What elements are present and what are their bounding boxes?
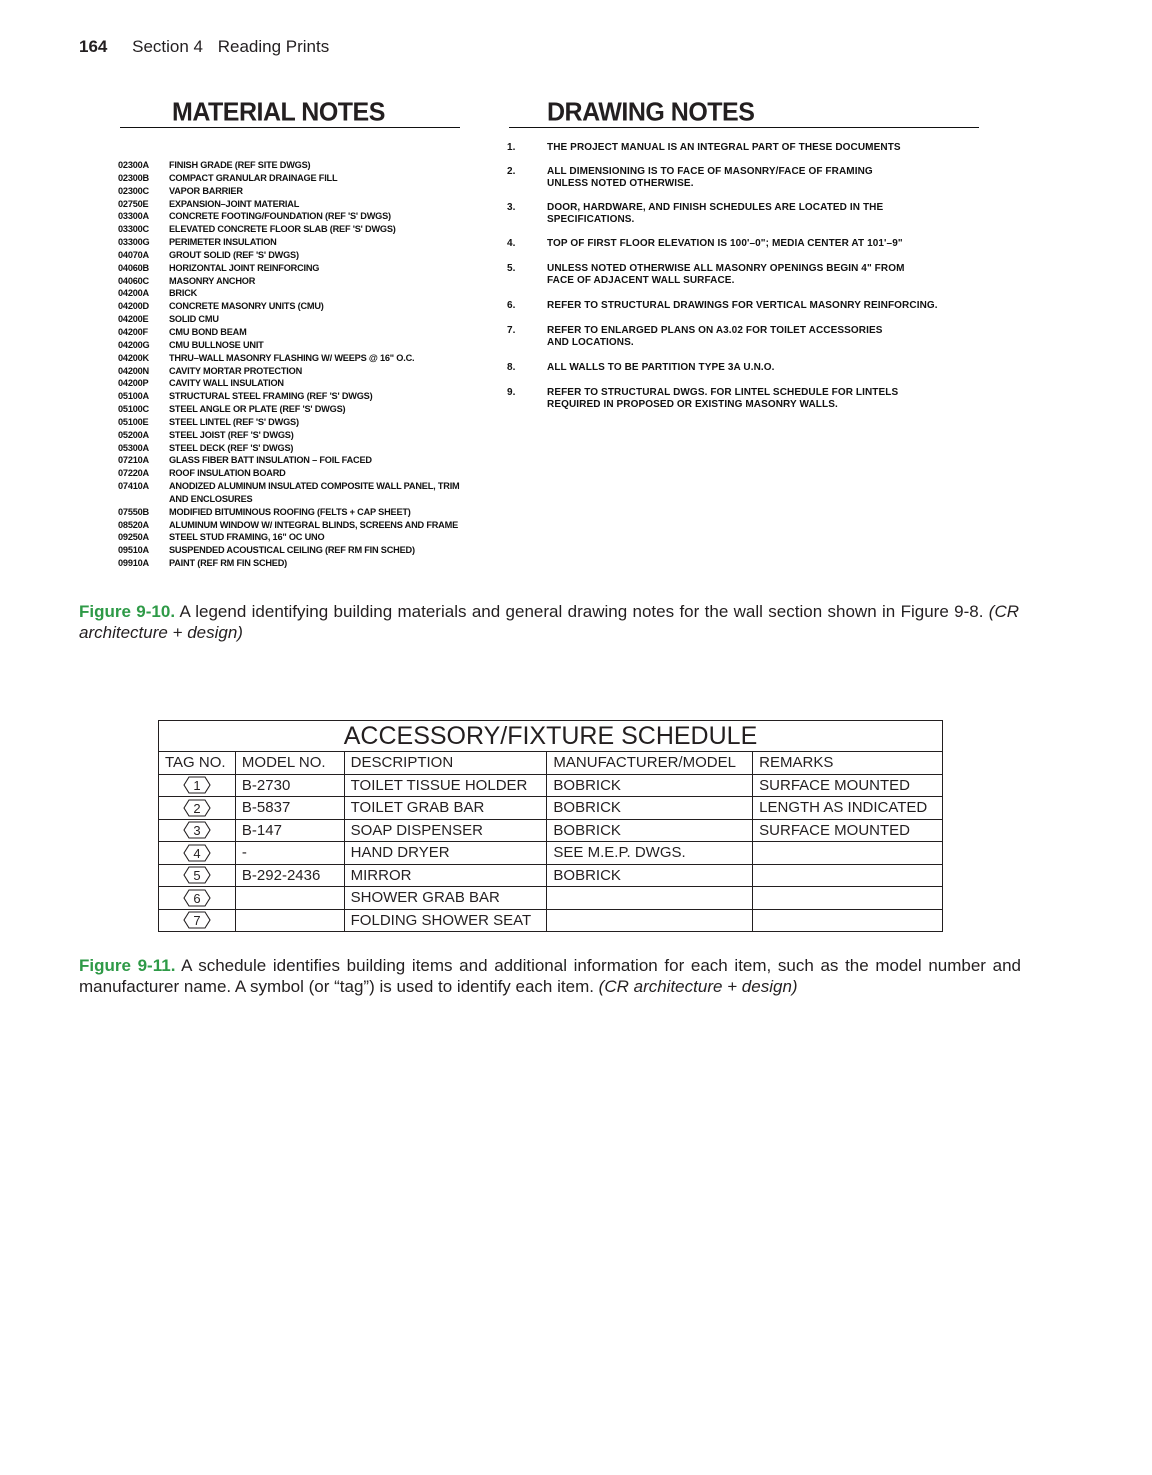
material-description: CAVITY WALL INSULATION <box>169 378 284 389</box>
drawing-note-line: AND LOCATIONS. <box>547 337 634 348</box>
material-description: STEEL ANGLE OR PLATE (REF 'S' DWGS) <box>169 404 346 415</box>
drawing-note-line: REFER TO ENLARGED PLANS ON A3.02 FOR TOILET ACCESSORIES <box>547 325 883 336</box>
caption-credit: (CR architecture + design) <box>79 602 1020 642</box>
manufacturer-cell: BOBRICK <box>547 797 753 820</box>
description-cell: FOLDING SHOWER SEAT <box>344 909 547 932</box>
remarks-cell <box>753 909 943 932</box>
drawing-notes-heading: DRAWING NOTES <box>547 97 755 127</box>
material-note-row <box>118 198 469 211</box>
hexagon-tag-icon <box>183 866 211 884</box>
material-note-row <box>118 313 469 326</box>
column-header: REMARKS <box>753 752 943 775</box>
drawing-note <box>507 387 898 411</box>
schedule-row <box>159 887 943 910</box>
drawing-note-text <box>547 300 938 312</box>
remarks-cell <box>753 887 943 910</box>
drawing-note-number: 4. <box>507 238 516 249</box>
material-code: 03300A <box>118 211 149 222</box>
material-notes-rule <box>120 127 460 128</box>
material-note-row <box>118 390 469 403</box>
drawing-note-text <box>547 263 905 287</box>
manufacturer-cell <box>547 887 753 910</box>
model-number-cell <box>235 909 344 932</box>
drawing-note-line: DOOR, HARDWARE, AND FINISH SCHEDULES ARE LOCATED IN THE <box>547 202 884 213</box>
material-code: 04200N <box>118 365 149 376</box>
material-description: CMU BOND BEAM <box>169 326 247 337</box>
material-code: 03300G <box>118 237 150 248</box>
material-code: 04200K <box>118 352 149 363</box>
material-code: 03300C <box>118 224 149 235</box>
material-code: 07550B <box>118 506 149 517</box>
description-cell: TOILET GRAB BAR <box>344 797 547 820</box>
material-code: 04200P <box>118 378 149 389</box>
material-code: 02300C <box>118 185 149 196</box>
material-code: 04200G <box>118 339 150 350</box>
tag-cell <box>159 797 236 820</box>
material-code: 07210A <box>118 455 149 466</box>
material-description: CAVITY MORTAR PROTECTION <box>169 365 303 376</box>
drawing-note-number: 1. <box>507 142 516 153</box>
material-description: SOLID CMU <box>169 314 219 325</box>
material-code: 05100C <box>118 404 149 415</box>
material-note-row <box>118 275 469 288</box>
drawing-note-line: REFER TO STRUCTURAL DRAWINGS FOR VERTICAL MASONRY REINFORCING. <box>547 300 938 311</box>
manufacturer-cell: SEE M.E.P. DWGS. <box>547 842 753 865</box>
description-cell: SHOWER GRAB BAR <box>344 887 547 910</box>
model-number-cell: B-5837 <box>235 797 344 820</box>
drawing-note-line: REFER TO STRUCTURAL DWGS. FOR LINTEL SCHEDULE FOR LINTELS <box>547 387 899 398</box>
material-note-row <box>118 480 469 506</box>
description-cell: HAND DRYER <box>344 842 547 865</box>
column-header: DESCRIPTION <box>344 752 547 775</box>
tag-cell <box>159 774 236 797</box>
drawing-note <box>507 263 905 287</box>
remarks-cell <box>753 842 943 865</box>
material-code: 07220A <box>118 468 149 479</box>
material-description: VAPOR BARRIER <box>169 185 243 196</box>
drawing-notes-rule <box>509 127 979 128</box>
material-note-row <box>118 352 469 365</box>
material-code: 04200F <box>118 326 148 337</box>
material-note-row <box>118 467 469 480</box>
drawing-note-line: FACE OF ADJACENT WALL SURFACE. <box>547 275 735 286</box>
material-note-row <box>118 429 469 442</box>
model-number-cell: B-147 <box>235 819 344 842</box>
tag-number: 1 <box>193 778 201 794</box>
material-note-row <box>118 519 469 532</box>
drawing-note-text <box>547 387 898 411</box>
caption-text: A schedule identifies building items and additional information for each item, such as the model number and manufacturer name. A symbol (or “tag”) is used to identify each item. <box>79 956 1021 996</box>
column-header: MODEL NO. <box>235 752 344 775</box>
material-note-row <box>118 339 469 352</box>
figure-label: Figure 9-10. <box>79 602 176 621</box>
drawing-note-line: REQUIRED IN PROPOSED OR EXISTING MASONRY WALLS. <box>547 399 838 410</box>
material-description: EXPANSION–JOINT MATERIAL <box>169 198 300 209</box>
material-note-row <box>118 172 469 185</box>
material-note-row <box>118 210 469 223</box>
page-number: 164 <box>79 37 108 56</box>
section-title: Reading Prints <box>217 37 330 56</box>
material-description: HORIZONTAL JOINT REINFORCING <box>169 262 320 273</box>
material-description: ALUMINUM WINDOW W/ INTEGRAL BLINDS, SCREENS AND FRAME <box>169 519 458 530</box>
tag-cell <box>159 909 236 932</box>
hexagon-tag-icon <box>183 799 211 817</box>
material-code: 04200E <box>118 314 149 325</box>
drawing-note-text <box>547 202 883 226</box>
material-code: 09250A <box>118 532 149 543</box>
drawing-note <box>507 166 873 190</box>
schedule-row <box>159 842 943 865</box>
tag-cell <box>159 864 236 887</box>
material-code: 02300A <box>118 160 149 170</box>
material-description: PAINT (REF RM FIN SCHED) <box>169 558 288 569</box>
schedule-row <box>159 819 943 842</box>
drawing-note-line: UNLESS NOTED OTHERWISE ALL MASONRY OPENINGS BEGIN 4" FROM <box>547 263 905 274</box>
material-code: 02300B <box>118 172 149 183</box>
caption-text: A legend identifying building materials and general drawing notes for the wall section shown in Figure 9-8. <box>175 602 989 621</box>
material-code: 04200A <box>118 288 149 299</box>
drawing-note-line: TOP OF FIRST FLOOR ELEVATION IS 100'–0"; MEDIA CENTER AT 101'–9" <box>547 238 903 249</box>
material-description: ANODIZED ALUMINUM INSULATED COMPOSITE WALL PANEL, TRIM AND ENCLOSURES <box>169 481 460 504</box>
hexagon-tag-icon <box>183 776 211 794</box>
model-number-cell: B-2730 <box>235 774 344 797</box>
material-description: CONCRETE FOOTING/FOUNDATION (REF 'S' DWGS) <box>169 211 391 222</box>
drawing-note <box>507 362 775 374</box>
material-code: 04070A <box>118 249 149 260</box>
drawing-note-line: UNLESS NOTED OTHERWISE. <box>547 178 694 189</box>
material-code: 05100A <box>118 391 149 402</box>
manufacturer-cell: BOBRICK <box>547 774 753 797</box>
drawing-note-text <box>547 166 873 190</box>
tag-number: 2 <box>193 800 201 816</box>
figure-9-10-caption <box>79 602 1019 643</box>
material-description: COMPACT GRANULAR DRAINAGE FILL <box>169 172 338 183</box>
caption-credit: (CR architecture + design) <box>598 976 798 996</box>
drawing-note-number: 7. <box>507 325 516 336</box>
schedule-row <box>159 864 943 887</box>
tag-number: 5 <box>193 868 201 884</box>
material-note-row <box>118 300 469 313</box>
material-note-row <box>118 287 469 300</box>
material-code: 05100E <box>118 416 149 427</box>
drawing-note <box>507 238 903 250</box>
material-code: 02750E <box>118 198 149 209</box>
material-description: THRU–WALL MASONRY FLASHING W/ WEEPS @ 16" O.C. <box>169 352 415 363</box>
remarks-cell: SURFACE MOUNTED <box>753 819 943 842</box>
drawing-note-number: 3. <box>507 202 516 213</box>
drawing-note-line: THE PROJECT MANUAL IS AN INTEGRAL PART OF THESE DOCUMENTS <box>547 142 901 153</box>
schedule-row <box>159 774 943 797</box>
drawing-note <box>507 202 883 226</box>
model-number-cell: B-292-2436 <box>235 864 344 887</box>
tag-cell <box>159 819 236 842</box>
manufacturer-cell: BOBRICK <box>547 819 753 842</box>
manufacturer-cell: BOBRICK <box>547 864 753 887</box>
material-description: MODIFIED BITUMINOUS ROOFING (FELTS + CAP SHEET) <box>169 506 411 517</box>
accessory-fixture-schedule <box>158 720 943 932</box>
material-code: 08520A <box>118 519 149 530</box>
figure-9-11-caption <box>79 956 1021 997</box>
material-description: ELEVATED CONCRETE FLOOR SLAB (REF 'S' DWGS) <box>169 224 396 235</box>
remarks-cell: SURFACE MOUNTED <box>753 774 943 797</box>
material-note-row <box>118 365 469 378</box>
tag-number: 7 <box>193 913 201 929</box>
remarks-cell <box>753 864 943 887</box>
material-description: STEEL STUD FRAMING, 16" OC UNO <box>169 532 325 543</box>
tag-number: 3 <box>193 823 201 839</box>
material-note-row <box>118 442 469 455</box>
section-label: Section 4 <box>132 37 203 56</box>
material-note-row <box>118 454 469 467</box>
hexagon-tag-icon <box>183 844 211 862</box>
drawing-note-line: ALL WALLS TO BE PARTITION TYPE 3A U.N.O. <box>547 362 775 373</box>
drawing-note-line: ALL DIMENSIONING IS TO FACE OF MASONRY/FACE OF FRAMING <box>547 166 873 177</box>
material-note-row <box>118 223 469 236</box>
hexagon-tag-icon <box>183 911 211 929</box>
drawing-note-text <box>547 325 883 349</box>
model-number-cell: - <box>235 842 344 865</box>
material-note-row <box>118 506 469 519</box>
drawing-note <box>507 300 938 312</box>
hexagon-tag-icon <box>183 889 211 907</box>
column-header: TAG NO. <box>159 752 236 775</box>
drawing-note-line: SPECIFICATIONS. <box>547 214 635 225</box>
material-code: 04200D <box>118 301 149 312</box>
material-description: MASONRY ANCHOR <box>169 275 256 286</box>
figure-label: Figure 9-11. <box>79 956 176 975</box>
schedule-title: ACCESSORY/FIXTURE SCHEDULE <box>159 721 943 752</box>
material-notes-heading: MATERIAL NOTES <box>172 97 385 127</box>
material-code: 04060C <box>118 275 149 286</box>
material-note-row <box>118 326 469 339</box>
drawing-note-number: 8. <box>507 362 516 373</box>
tag-number: 6 <box>193 890 201 906</box>
drawing-note <box>507 142 901 154</box>
description-cell: SOAP DISPENSER <box>344 819 547 842</box>
hexagon-tag-icon <box>183 821 211 839</box>
material-code: 05200A <box>118 429 149 440</box>
description-cell: TOILET TISSUE HOLDER <box>344 774 547 797</box>
material-note-row <box>118 377 469 390</box>
material-description: FINISH GRADE (REF SITE DWGS) <box>169 160 311 170</box>
schedule-header-row <box>159 752 943 775</box>
material-note-row <box>118 262 469 275</box>
material-code: 07410A <box>118 481 149 492</box>
schedule-row <box>159 909 943 932</box>
material-code: 05300A <box>118 442 149 453</box>
drawing-note-number: 2. <box>507 166 516 177</box>
material-note-row <box>118 236 469 249</box>
manufacturer-cell <box>547 909 753 932</box>
schedule-row <box>159 797 943 820</box>
drawing-note-text <box>547 362 775 374</box>
material-note-row <box>118 531 469 544</box>
material-description: GROUT SOLID (REF 'S' DWGS) <box>169 249 299 260</box>
material-code: 09510A <box>118 545 149 556</box>
material-note-row <box>118 544 469 557</box>
material-description: STEEL JOIST (REF 'S' DWGS) <box>169 429 294 440</box>
description-cell: MIRROR <box>344 864 547 887</box>
material-description: CONCRETE MASONRY UNITS (CMU) <box>169 301 324 312</box>
drawing-note-number: 6. <box>507 300 516 311</box>
material-description: ROOF INSULATION BOARD <box>169 468 286 479</box>
drawing-note-number: 9. <box>507 387 516 398</box>
running-header <box>79 37 329 57</box>
drawing-note-text <box>547 238 903 250</box>
column-header: MANUFACTURER/MODEL <box>547 752 753 775</box>
material-code: 04060B <box>118 262 149 273</box>
material-description: BRICK <box>169 288 198 299</box>
material-note-row <box>118 416 469 429</box>
tag-cell <box>159 887 236 910</box>
material-description: STEEL LINTEL (REF 'S' DWGS) <box>169 416 299 427</box>
material-description: PERIMETER INSULATION <box>169 237 277 248</box>
model-number-cell <box>235 887 344 910</box>
remarks-cell: LENGTH AS INDICATED <box>753 797 943 820</box>
tag-cell <box>159 842 236 865</box>
material-description: CMU BULLNOSE UNIT <box>169 339 264 350</box>
tag-number: 4 <box>193 845 201 861</box>
drawing-note-text <box>547 142 901 154</box>
material-note-row <box>118 249 469 262</box>
material-note-row <box>118 185 469 198</box>
material-description: STEEL DECK (REF 'S' DWGS) <box>169 442 294 453</box>
material-note-row <box>118 557 469 570</box>
material-note-row <box>118 159 469 172</box>
drawing-note-number: 5. <box>507 263 516 274</box>
drawing-note <box>507 325 883 349</box>
material-code: 09910A <box>118 558 149 569</box>
material-description: GLASS FIBER BATT INSULATION – FOIL FACED <box>169 455 372 466</box>
material-note-row <box>118 403 469 416</box>
material-description: STRUCTURAL STEEL FRAMING (REF 'S' DWGS) <box>169 391 373 402</box>
material-description: SUSPENDED ACOUSTICAL CEILING (REF RM FIN SCHED) <box>169 545 415 556</box>
material-notes-list <box>118 159 469 570</box>
